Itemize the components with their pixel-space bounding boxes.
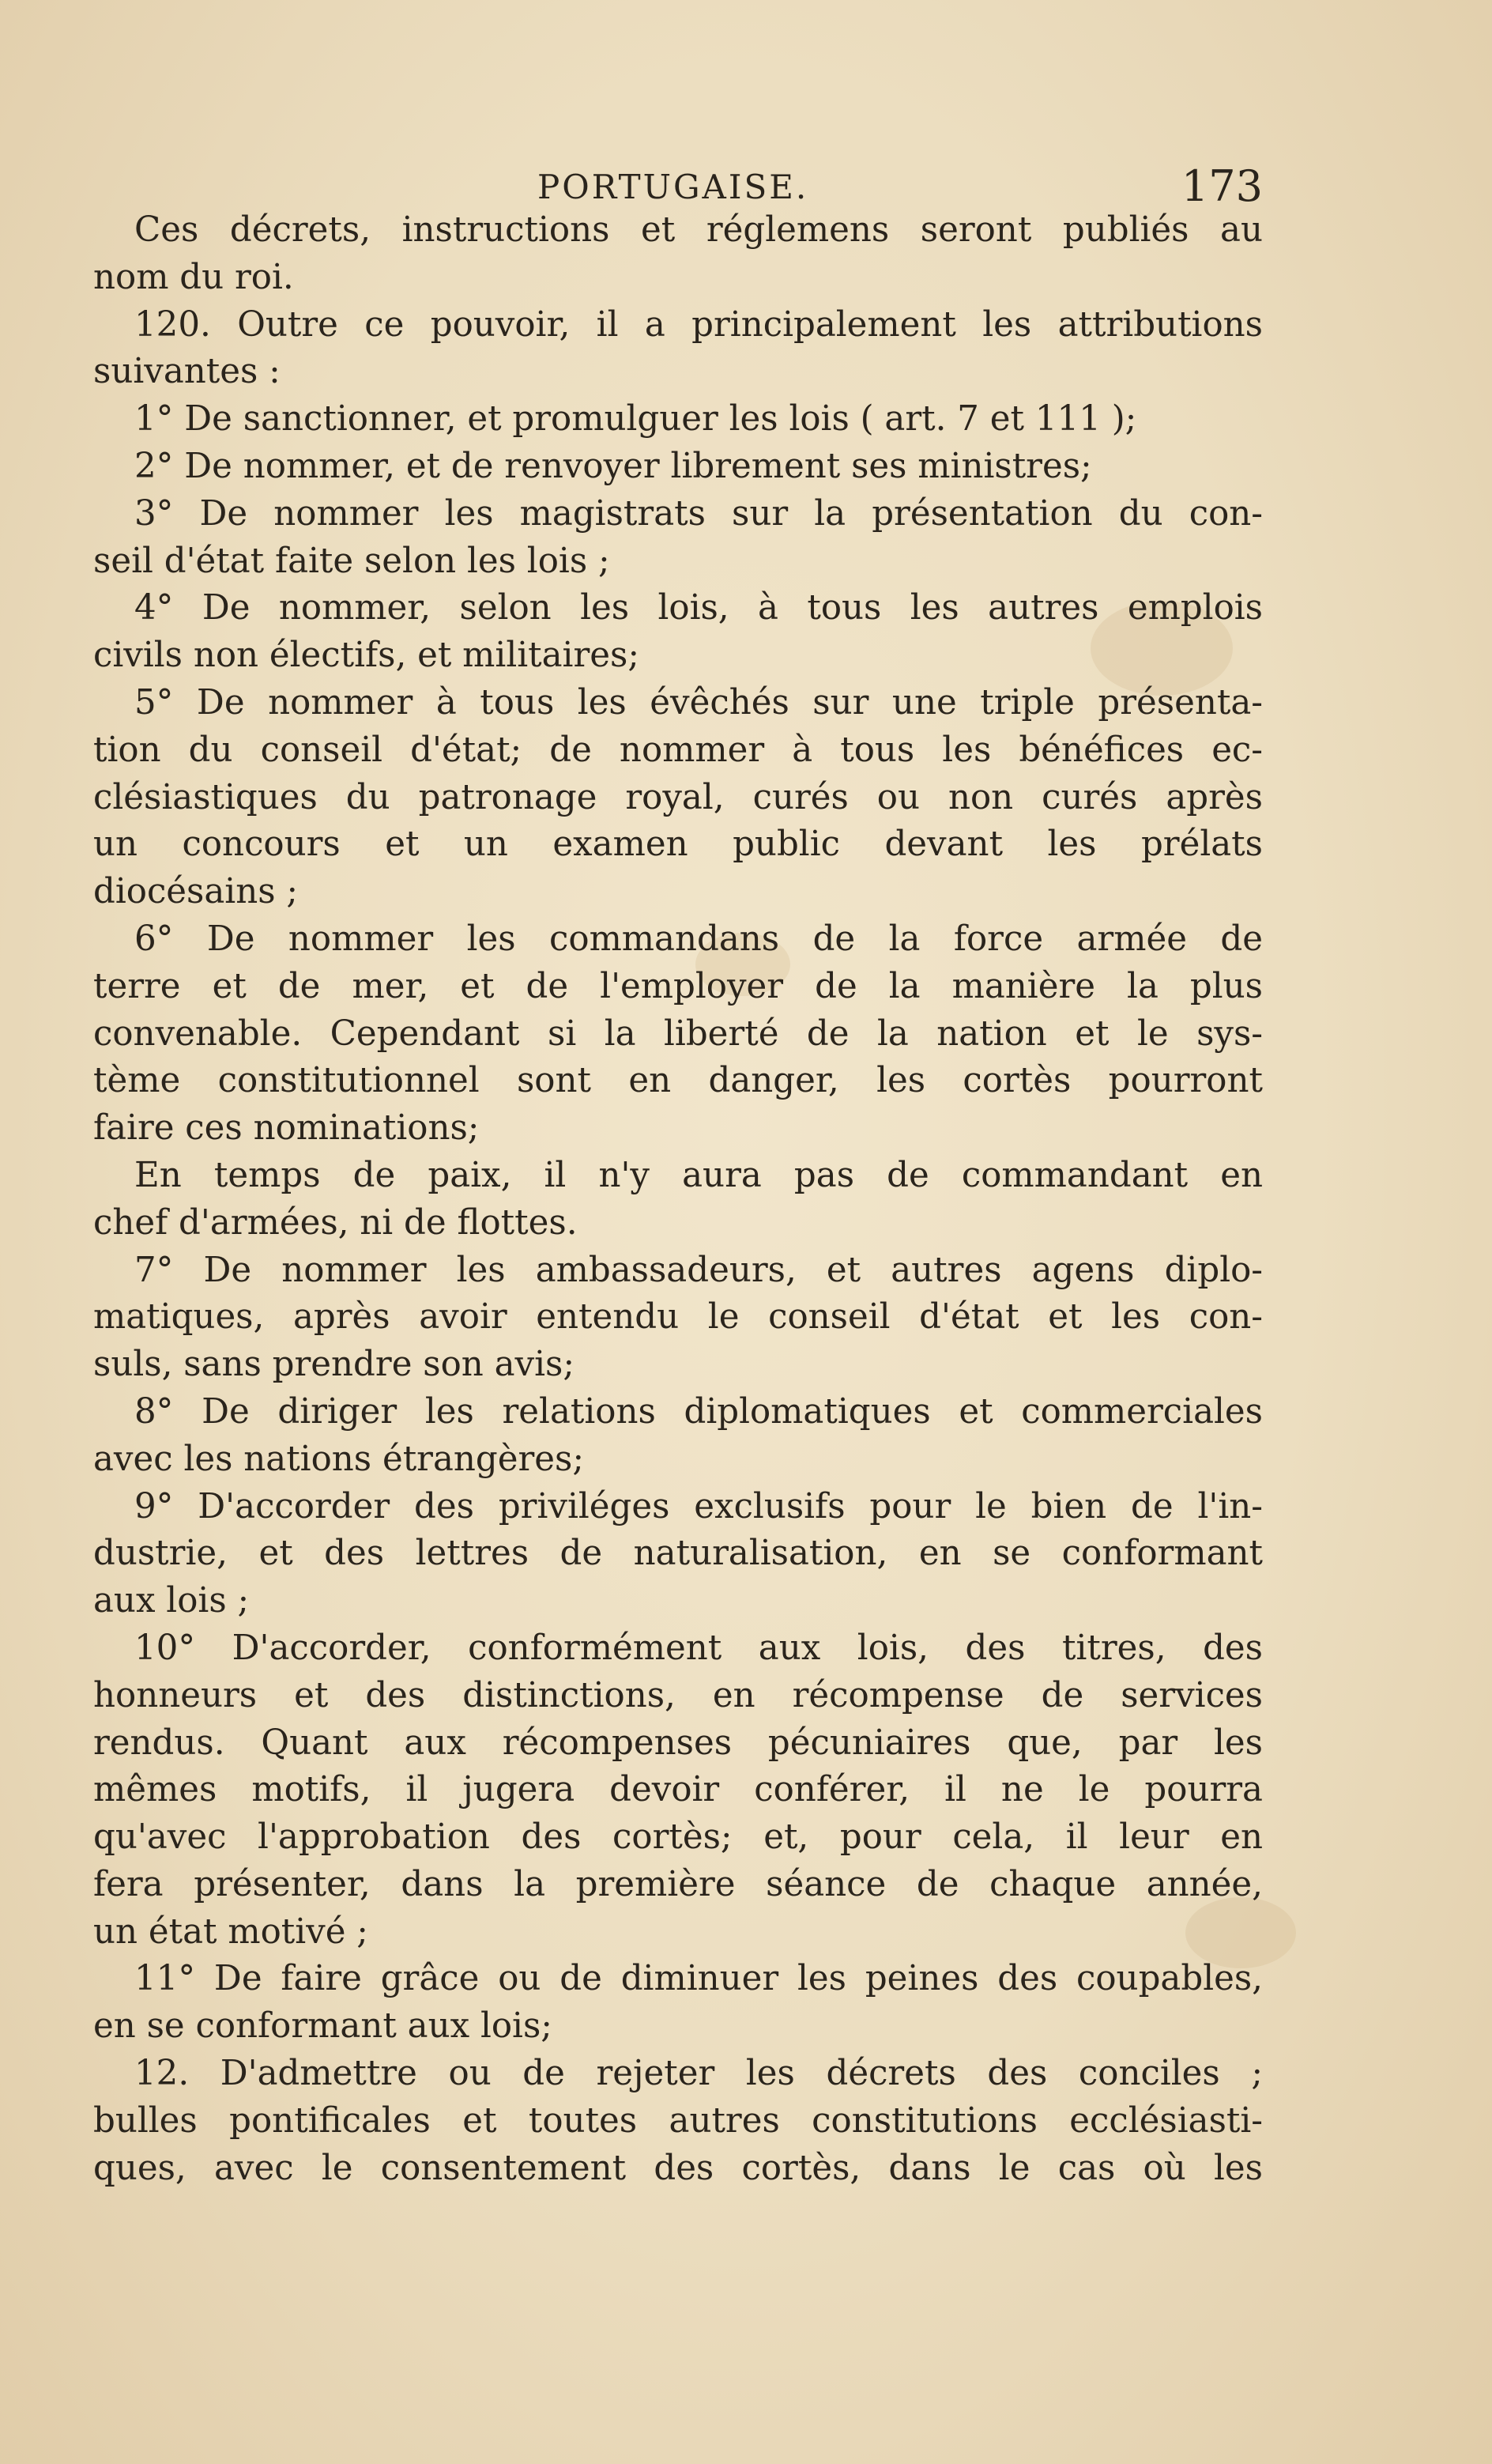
- running-title: PORTUGAISE.: [537, 168, 809, 206]
- body-text: [93, 207, 1263, 2192]
- text-line: diocésains ;: [93, 872, 299, 912]
- text-line: 4° De nommer, selon les lois, à tous les autres emplois: [134, 588, 1263, 628]
- text-line: Ces décrets, instructions et réglemens seront publiés au: [134, 210, 1263, 250]
- text-line: seil d'état faite selon les lois ;: [93, 541, 610, 581]
- text-line: bulles pontificales et toutes autres constitutions ecclésiasti-: [93, 2100, 1263, 2141]
- text-line: en se conformant aux lois;: [93, 2006, 552, 2047]
- text-line: 12. D'admettre ou de rejeter les décrets des conciles ;: [134, 2054, 1263, 2094]
- text-line: 1° De sanctionner, et promulguer les lois ( art. 7 et 111 );: [134, 399, 1137, 440]
- text-line: dustrie, et des lettres de naturalisation, en se conformant: [93, 1534, 1263, 1574]
- text-line: 9° D'accorder des priviléges exclusifs pour le bien de l'in-: [134, 1486, 1263, 1526]
- text-line: 10° D'accorder, conformément aux lois, des titres, des: [134, 1628, 1263, 1668]
- text-line: 6° De nommer les commandans de la force armée de: [134, 919, 1263, 959]
- text-line: convenable. Cependant si la liberté de la nation et le sys-: [93, 1013, 1263, 1054]
- text-line: mêmes motifs, il jugera devoir conférer, il ne le pourra: [93, 1770, 1263, 1810]
- text-line: nom du roi.: [93, 257, 294, 297]
- text-line: honneurs et des distinctions, en récompense de services: [93, 1675, 1263, 1715]
- text-line: fera présenter, dans la première séance de chaque année,: [93, 1864, 1263, 1904]
- text-line: 8° De diriger les relations diplomatiques et commerciales: [134, 1391, 1263, 1432]
- text-line: tème constitutionnel sont en danger, les cortès pourront: [93, 1061, 1263, 1101]
- text-line: ques, avec le consentement des cortès, dans le cas où les: [93, 2148, 1263, 2188]
- text-line: clésiastiques du patronage royal, curés ou non curés après: [93, 777, 1263, 817]
- text-line: suls, sans prendre son avis;: [93, 1345, 575, 1385]
- text-line: rendus. Quant aux récompenses pécuniaires que, par les: [93, 1723, 1263, 1763]
- text-line: 2° De nommer, et de renvoyer librement ses ministres;: [134, 446, 1092, 486]
- text-line: civils non électifs, et militaires;: [93, 636, 639, 676]
- text-line: avec les nations étrangères;: [93, 1439, 585, 1479]
- text-line: un concours et un examen public devant les prélats: [93, 824, 1263, 865]
- page-number: 173: [1181, 161, 1263, 211]
- text-line: suivantes :: [93, 352, 281, 392]
- text-line: matiques, après avoir entendu le conseil d'état et les con-: [93, 1297, 1263, 1338]
- text-line: 5° De nommer à tous les évêchés sur une triple présenta-: [134, 682, 1263, 723]
- text-line: 11° De faire grâce ou de diminuer les peines des coupables,: [134, 1959, 1263, 1999]
- text-line: un état motivé ;: [93, 1911, 368, 1952]
- text-line: tion du conseil d'état; de nommer à tous les bénéfices ec-: [93, 730, 1263, 770]
- text-line: 7° De nommer les ambassadeurs, et autres agens diplo-: [134, 1250, 1263, 1290]
- text-line: 3° De nommer les magistrats sur la présentation du con-: [134, 493, 1263, 534]
- text-line: faire ces nominations;: [93, 1108, 480, 1149]
- text-line: qu'avec l'approbation des cortès; et, pour cela, il leur en: [93, 1817, 1263, 1858]
- text-line: aux lois ;: [93, 1581, 250, 1621]
- text-line: En temps de paix, il n'y aura pas de commandant en: [134, 1155, 1263, 1195]
- text-line: terre et de mer, et de l'employer de la manière la plus: [93, 966, 1263, 1006]
- text-line: 120. Outre ce pouvoir, il a principalement les attributions: [134, 304, 1263, 345]
- text-line: chef d'armées, ni de flottes.: [93, 1202, 578, 1243]
